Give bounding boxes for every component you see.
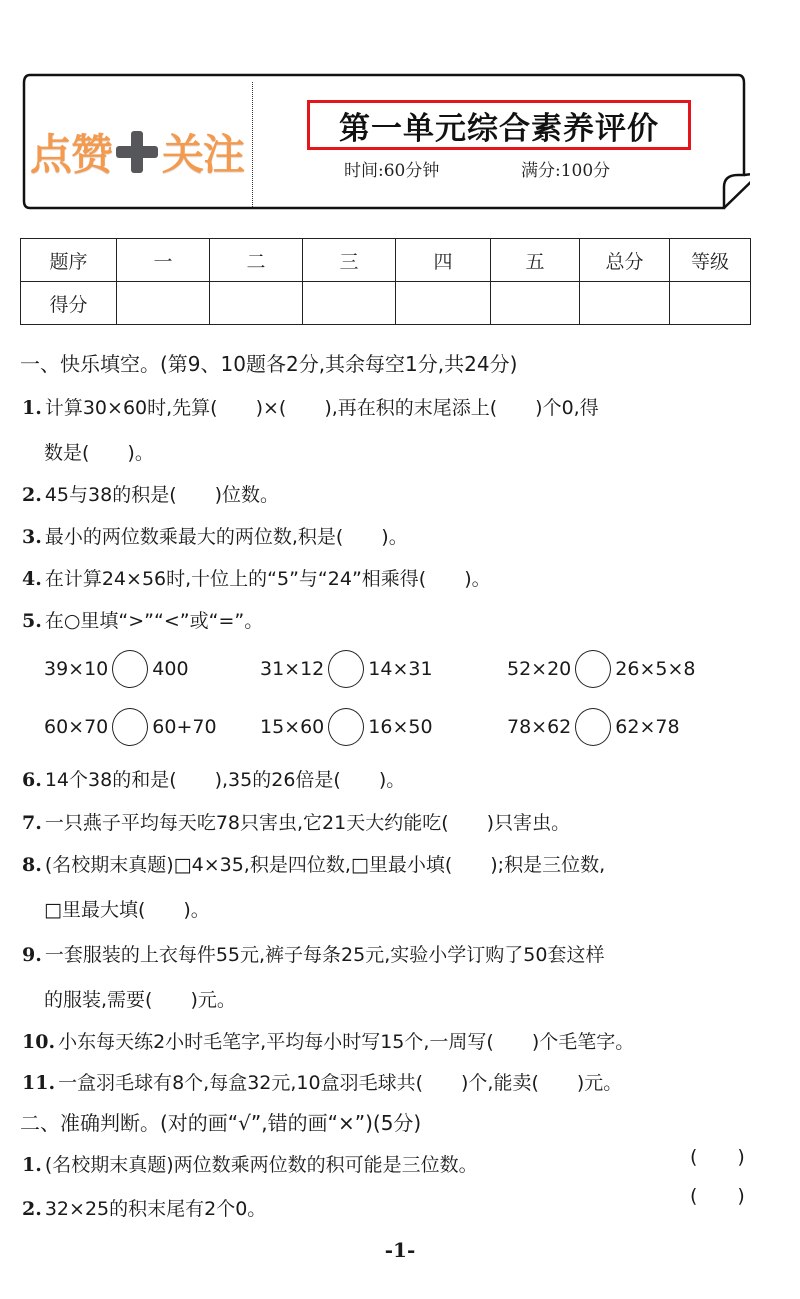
answer-box[interactable]: () [690, 1185, 785, 1207]
score-table-row [21, 282, 751, 325]
question-number: 2. [22, 1198, 42, 1220]
answer-circle[interactable] [328, 650, 364, 688]
comparison-item [260, 650, 433, 688]
exam-full-score: 满分:100分 [521, 161, 611, 181]
question-11 [22, 1068, 622, 1095]
comparison-right: 62×78 [615, 716, 680, 738]
comparison-left: 60×70 [44, 716, 109, 738]
question-text: 计算30×60时,先算( )×( ),再在积的末尾添上( )个0,得 [44, 397, 599, 419]
comparison-item [507, 650, 695, 688]
comparison-left: 78×62 [507, 716, 572, 738]
score-cell[interactable] [210, 282, 303, 325]
question-2 [22, 480, 279, 507]
table-header-cell: 五 [491, 239, 580, 282]
question-number: 4. [22, 568, 42, 590]
table-header-cell: 总分 [580, 239, 670, 282]
question-number: 10. [22, 1031, 56, 1053]
table-header-cell: 等级 [670, 239, 751, 282]
comparison-left: 39×10 [44, 658, 109, 680]
section-2-title: 二、准确判断。(对的画“√”,错的画“×”)(5分) [20, 1111, 422, 1135]
question-number: 5. [22, 610, 42, 632]
score-cell[interactable] [117, 282, 210, 325]
score-table [20, 238, 751, 325]
question-text: 在计算24×56时,十位上的“5”与“24”相乘得( )。 [44, 568, 491, 590]
comparison-right: 26×5×8 [615, 658, 696, 680]
comparison-item [44, 708, 217, 746]
promo-follow-text: 关注 [162, 130, 245, 179]
question-3 [22, 522, 408, 549]
question-number: 6. [22, 769, 42, 791]
question-8 [22, 850, 605, 877]
answer-circle[interactable] [575, 708, 611, 746]
question-number: 8. [22, 854, 42, 876]
question-text: 一只燕子平均每天吃78只害虫,它21天大约能吃( )只害虫。 [44, 812, 571, 834]
score-cell[interactable] [491, 282, 580, 325]
question-text: 最小的两位数乘最大的两位数,积是( )。 [44, 526, 408, 548]
page-number: -1- [384, 1238, 416, 1262]
question-text: 一套服装的上衣每件55元,裤子每条25元,实验小学订购了50套这样 [44, 944, 605, 966]
question-text: 在○里填“>”“<”或“=”。 [44, 610, 264, 632]
promo-like-text: 点赞 [30, 130, 113, 179]
question-number: 1. [22, 1154, 42, 1176]
table-header-cell: 一 [117, 239, 210, 282]
question-number: 2. [22, 484, 42, 506]
answer-circle[interactable] [112, 650, 148, 688]
question-text: 45与38的积是( )位数。 [44, 484, 280, 506]
question-7 [22, 808, 570, 835]
answer-circle[interactable] [328, 708, 364, 746]
question-8-cont: □里最大填( )。 [44, 899, 210, 921]
answer-box[interactable]: () [690, 1146, 785, 1168]
question-1-cont: 数是( )。 [44, 442, 154, 464]
score-table-header-row [21, 239, 751, 282]
question-text: 32×25的积末尾有2个0。 [44, 1198, 267, 1220]
comparison-right: 400 [152, 658, 189, 680]
question-9 [22, 940, 604, 967]
score-cell[interactable] [670, 282, 751, 325]
question-4 [22, 564, 491, 591]
comparison-left: 15×60 [260, 716, 325, 738]
question-1 [22, 393, 599, 420]
question-text: (名校期末真题)□4×35,积是四位数,□里最小填( );积是三位数, [44, 854, 606, 876]
comparison-right: 14×31 [368, 658, 433, 680]
page-title: 第一单元综合素养评价 [339, 110, 659, 147]
question-number: 3. [22, 526, 42, 548]
table-header-cell: 题序 [21, 239, 117, 282]
question-9-cont: 的服装,需要( )元。 [44, 989, 236, 1011]
fold-line [252, 82, 253, 207]
table-header-cell: 二 [210, 239, 303, 282]
comparison-right: 60+70 [152, 716, 217, 738]
table-header-cell: 四 [396, 239, 491, 282]
table-row-label: 得分 [21, 282, 117, 325]
answer-circle[interactable] [112, 708, 148, 746]
judge-question-1 [22, 1150, 478, 1177]
question-number: 7. [22, 812, 42, 834]
page-title-box [307, 100, 691, 150]
score-cell[interactable] [303, 282, 396, 325]
comparison-item [260, 708, 433, 746]
comparison-item [507, 708, 680, 746]
question-5 [22, 606, 263, 633]
answer-circle[interactable] [575, 650, 611, 688]
question-6 [22, 765, 405, 792]
score-cell[interactable] [580, 282, 670, 325]
question-number: 1. [22, 397, 42, 419]
question-text: (名校期末真题)两位数乘两位数的积可能是三位数。 [44, 1154, 478, 1176]
judge-question-2 [22, 1194, 266, 1221]
question-text: 14个38的和是( ),35的26倍是( )。 [44, 769, 406, 791]
table-header-cell: 三 [303, 239, 396, 282]
score-cell[interactable] [396, 282, 491, 325]
comparison-right: 16×50 [368, 716, 433, 738]
question-text: 一盒羽毛球有8个,每盒32元,10盒羽毛球共( )个,能卖( )元。 [58, 1072, 623, 1094]
comparison-left: 31×12 [260, 658, 325, 680]
section-1-title: 一、快乐填空。(第9、10题各2分,其余每空1分,共24分) [20, 352, 518, 376]
comparison-left: 52×20 [507, 658, 572, 680]
promo-like-follow [30, 122, 244, 182]
question-number: 9. [22, 944, 42, 966]
question-number: 11. [22, 1072, 56, 1094]
comparison-item [44, 650, 189, 688]
question-10 [22, 1027, 634, 1054]
question-text: 小东每天练2小时毛笔字,平均每小时写15个,一周写( )个毛笔字。 [58, 1031, 635, 1053]
plus-icon [116, 131, 158, 173]
exam-time: 时间:60分钟 [344, 161, 440, 181]
